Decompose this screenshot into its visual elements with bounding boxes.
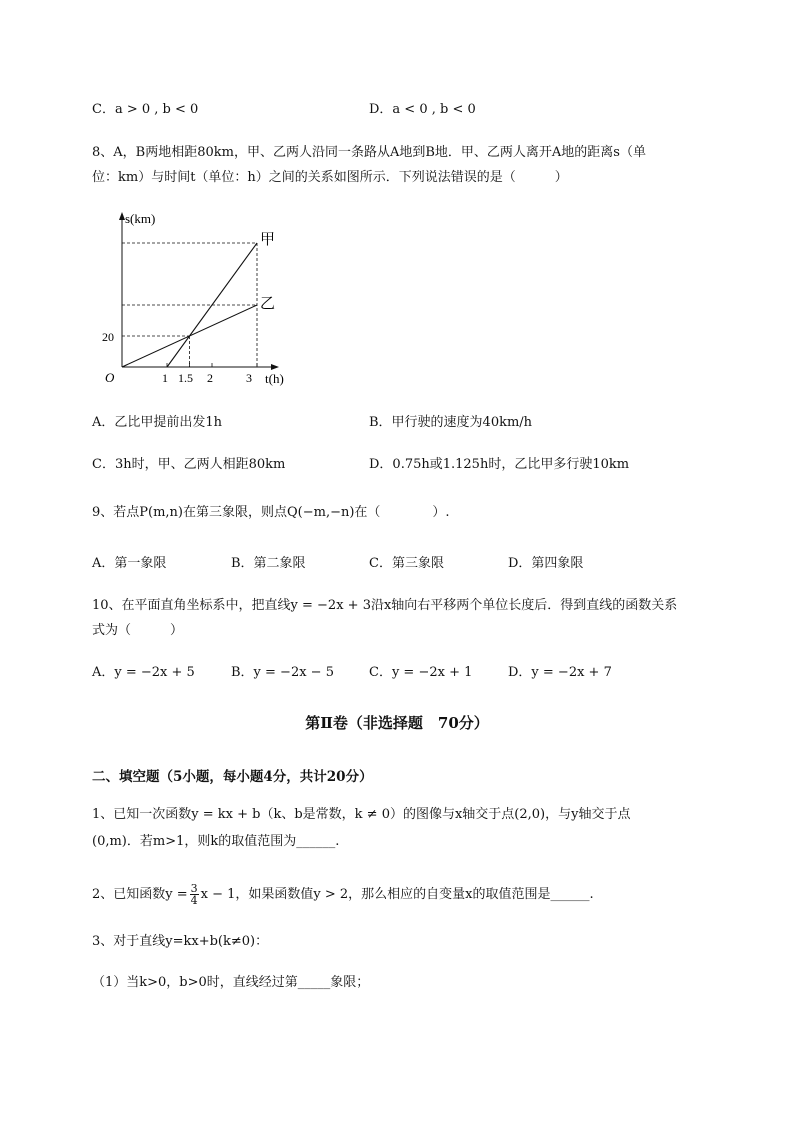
f2-fraction-num: 3 (190, 882, 198, 895)
q9-option-d: D．第四象限 (508, 556, 584, 571)
chart-legend-jia: 甲 (260, 232, 276, 248)
q10-option-d: D．y = −2x + 7 (508, 665, 612, 680)
q7-option-d: D．a < 0 , b < 0 (369, 102, 476, 117)
chart-xtick-3: 3 (246, 371, 252, 385)
q8-option-a: A．乙比甲提前出发1h (92, 415, 223, 430)
chart-origin: O (105, 370, 115, 385)
f2-fraction (190, 883, 199, 906)
chart-ylabel: s(km) (125, 211, 156, 226)
f1-stem-line2: (0,m)．若m>1，则k的取值范围为______. (92, 834, 340, 849)
q8-stem-line2: 位：km）与时间t（单位：h）之间的关系如图所示．下列说法错误的是（ ） (92, 170, 568, 185)
part2-title: 第Ⅱ卷（非选择题 70分） (305, 714, 489, 732)
chart-xtick-2: 2 (207, 371, 213, 385)
q7-option-c: C．a > 0 , b < 0 (92, 102, 199, 117)
q10-option-c: C．y = −2x + 1 (369, 665, 473, 680)
q8-option-c: C．3h时，甲、乙两人相距80km (92, 457, 286, 472)
q9-option-b: B．第二象限 (231, 556, 306, 571)
q8-option-b: B．甲行驶的速度为40km/h (369, 415, 533, 430)
f1-stem-line1: 1、已知一次函数y = kx + b（k、b是常数，k ≠ 0）的图像与x轴交于点(2,0)，与y轴交于点 (92, 807, 631, 822)
q10-stem-line1: 10、在平面直角坐标系中，把直线y = −2x + 3沿x轴向右平移两个单位长度后．得到直线的函数关系 (92, 598, 678, 613)
q10-option-a: A．y = −2x + 5 (92, 665, 195, 680)
chart-xtick-1: 1 (162, 371, 168, 385)
q9-option-a: A．第一象限 (92, 556, 167, 571)
chart-ytick-20: 20 (102, 330, 114, 344)
f2-stem (92, 883, 594, 906)
q9-option-c: C．第三象限 (369, 556, 444, 571)
fill-blank-section-heading: 二、填空题（5小题，每小题4分，共计20分） (92, 769, 373, 785)
f2-fraction-den: 4 (190, 894, 198, 907)
chart-x-axis-arrow (271, 364, 279, 370)
q8-stem-line1: 8、A，B两地相距80km，甲、乙两人沿同一条路从A地到B地．甲、乙两人离开A地的距离s（单 (92, 145, 646, 160)
chart-legend-yi: 乙 (260, 296, 276, 312)
q8-chart (100, 208, 300, 388)
f3-sub1: （1）当k>0，b>0时，直线经过第_____象限； (92, 975, 370, 990)
chart-xlabel: t(h) (265, 371, 284, 386)
q10-option-b: B．y = −2x − 5 (231, 665, 334, 680)
chart-xtick-1-5: 1.5 (178, 371, 193, 385)
f2-post: x − 1，如果函数值y > 2，那么相应的自变量x的取值范围是______. (200, 886, 594, 902)
f2-pre: 2、已知函数y = (92, 886, 188, 902)
q10-stem-line2: 式为（ ） (92, 623, 184, 638)
q8-option-d: D．0.75h或1.125h时，乙比甲多行驶10km (369, 457, 630, 472)
q9-stem: 9、若点P(m,n)在第三象限，则点Q(−m,−n)在（ ）. (92, 505, 450, 520)
f3-stem: 3、对于直线y=kx+b(k≠0)： (92, 934, 269, 949)
